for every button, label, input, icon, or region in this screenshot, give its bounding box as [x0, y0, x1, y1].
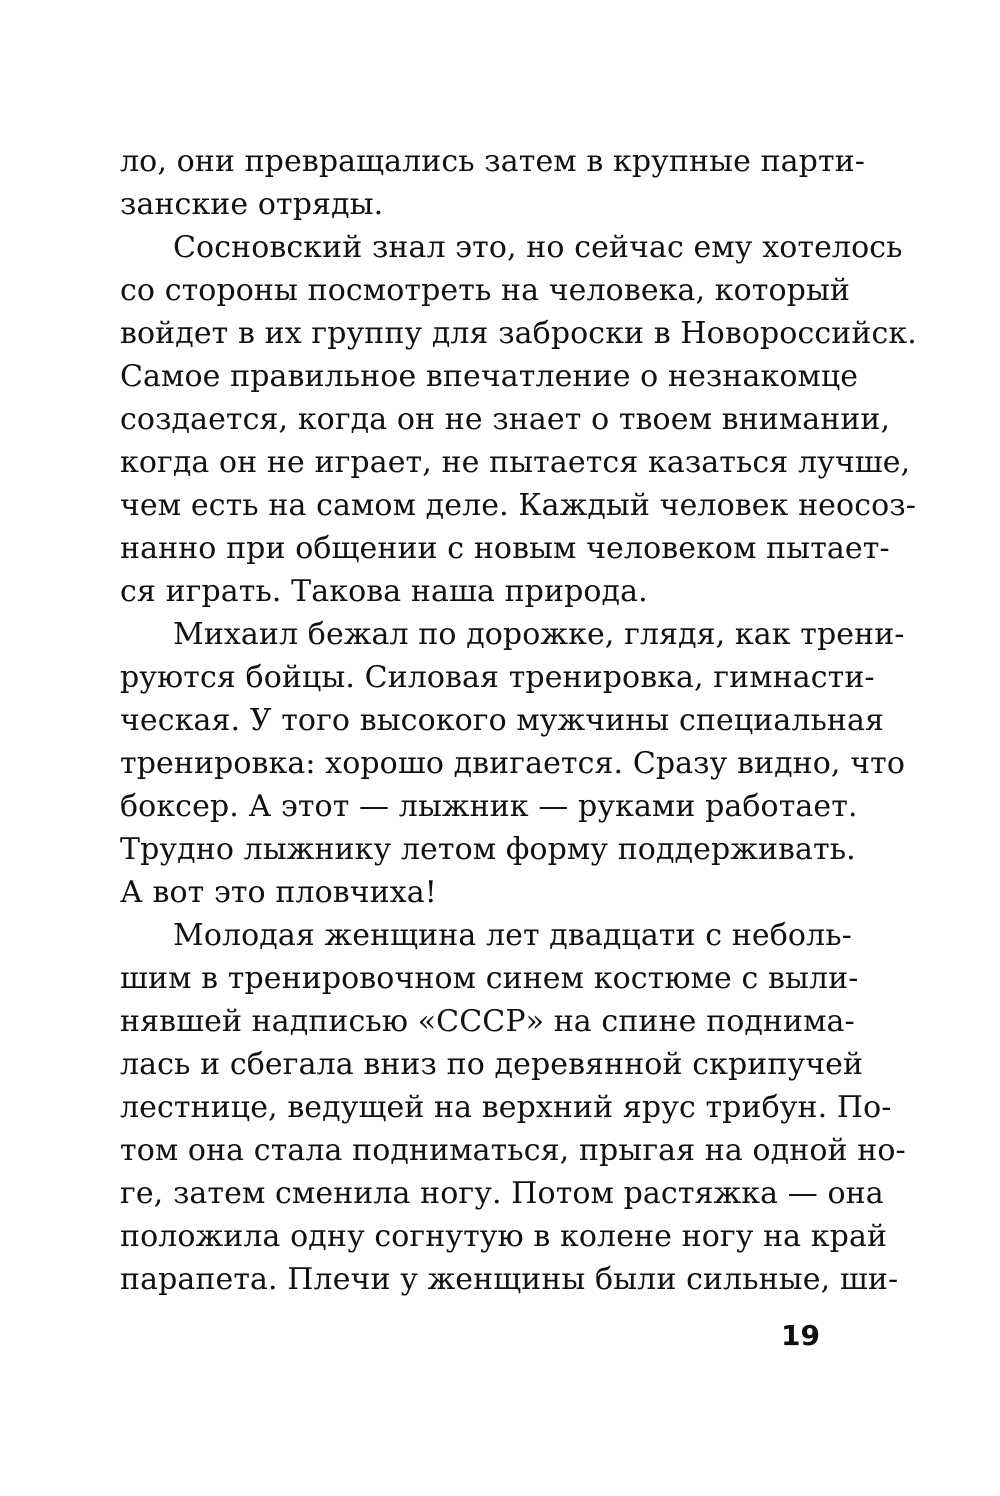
text-line: руются бойцы. Силовая тренировка, гимнасти-: [120, 660, 875, 695]
text-line: шим в тренировочном синем костюме с выли-: [120, 961, 859, 996]
text-line: положила одну согнутую в колене ногу на край: [120, 1219, 888, 1254]
text-line: том она стала подниматься, прыгая на одной но-: [120, 1133, 906, 1168]
text-line: Михаил бежал по дорожке, глядя, как трени-: [173, 617, 905, 652]
body-text: [120, 140, 917, 1301]
text-line: Трудно лыжнику летом форму поддерживать.: [120, 832, 856, 867]
text-line: чем есть на самом деле. Каждый человек неосоз-: [120, 488, 916, 523]
text-line: ге, затем сменила ногу. Потом растяжка — она: [120, 1176, 884, 1211]
text-line: ческая. У того высокого мужчины специальная: [120, 703, 885, 738]
page-number: 19: [781, 1319, 820, 1352]
text-line: А вот это пловчиха!: [120, 875, 437, 910]
text-line: занские отряды.: [120, 187, 384, 222]
text-line: парапета. Плечи у женщины были сильные, ши-: [120, 1262, 899, 1297]
text-line: ло, они превращались затем в крупные парти-: [120, 144, 865, 179]
text-line: Сосновский знал это, но сейчас ему хотелось: [173, 230, 903, 265]
text-line: когда он не играет, не пытается казаться лучше,: [120, 445, 911, 480]
text-line: Молодая женщина лет двадцати с неболь-: [173, 918, 852, 953]
text-line: войдет в их группу для заброски в Новороссийск.: [120, 316, 917, 351]
text-line: лестнице, ведущей на верхний ярус трибун. По-: [120, 1090, 892, 1125]
text-line: лась и сбегала вниз по деревянной скрипучей: [120, 1047, 864, 1082]
text-line: боксер. А этот — лыжник — руками работает.: [120, 789, 858, 824]
text-line: нявшей надписью «СССР» на спине поднима-: [120, 1004, 855, 1039]
text-line: Самое правильное впечатление о незнакомце: [120, 359, 859, 394]
text-line: создается, когда он не знает о твоем внимании,: [120, 402, 891, 437]
text-line: ся играть. Такова наша природа.: [120, 574, 648, 609]
text-line: нанно при общении с новым человеком пытает-: [120, 531, 890, 566]
text-line: со стороны посмотреть на человека, который: [120, 273, 851, 308]
text-line: тренировка: хорошо двигается. Сразу видно, что: [120, 746, 905, 781]
